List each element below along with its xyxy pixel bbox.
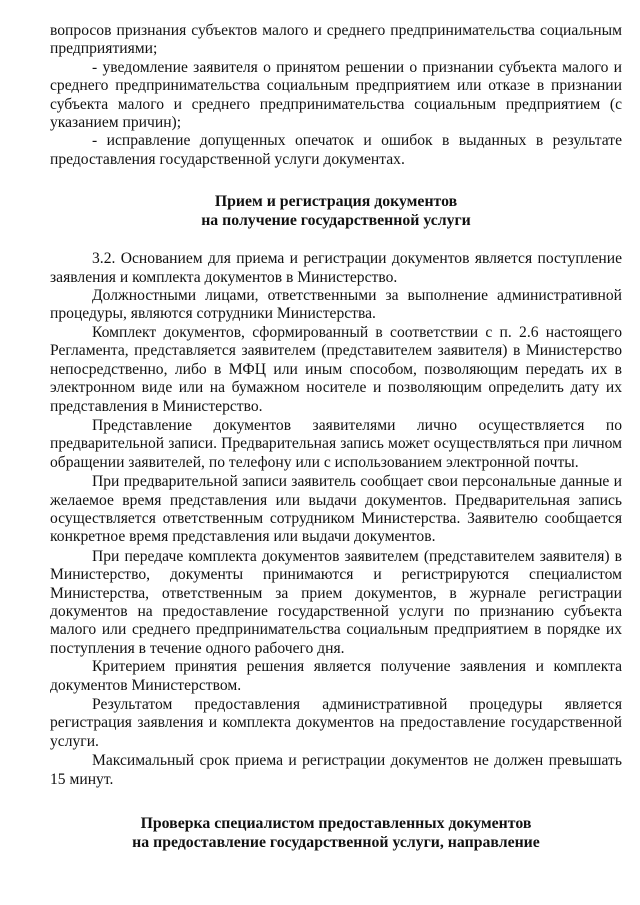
paragraph: Критерием принятия решения является получение заявления и комплекта документов Министерством.: [50, 658, 622, 694]
paragraph-continuation: вопросов признания субъектов малого и среднего предпринимательства социальным предприятиями;: [50, 22, 622, 58]
paragraph: 3.2. Основанием для приема и регистрации документов является поступление заявления и комплекта документов в Министерство.: [50, 250, 622, 286]
section-heading-line: Проверка специалистом предоставленных документов: [140, 815, 532, 833]
paragraph: При передаче комплекта документов заявителем (представителем заявителя) в Министерство, документы принимаются и регистрируются специалистом Министерства, ответственным за прием документов, в журнале регистрации документов на предоставление государственной услуги по признанию субъекта малого или среднего предпринимательства социальным предприятием в порядке их поступления в течение одного рабочего дня.: [50, 547, 622, 657]
document-page: [50, 22, 622, 852]
section-heading-line: на получение государственной услуги: [201, 212, 471, 230]
paragraph: При предварительной записи заявитель сообщает свои персональные данные и желаемое время представления или выдачи документов. Предварительная запись осуществляется ответственным сотрудником Министерства. Заявителю сообщается конкретное время представления или выдачи документов.: [50, 473, 622, 546]
section-heading-line: Прием и регистрация документов: [214, 193, 458, 211]
paragraph: Максимальный срок приема и регистрации документов не должен превышать 15 минут.: [50, 752, 622, 788]
paragraph: Комплект документов, сформированный в соответствии с п. 2.6 настоящего Регламента, представляется заявителем (представителем заявителя) в Министерство непосредственно, либо в МФЦ или иным способом, позволяющим передать их в электронном виде или на бумажном носителе и позволяющим определить дату их представления в Министерство.: [50, 323, 622, 415]
paragraph: Должностными лицами, ответственными за выполнение административной процедуры, являются сотрудники Министерства.: [50, 287, 622, 323]
paragraph-list-item: - уведомление заявителя о принятом решении о признании субъекта малого и среднего предпринимательства социальным предприятием или отказе в признании субъекта малого и среднего предпринимательства социальным предприятием (с указанием причин);: [50, 58, 622, 132]
section-heading-line: на предоставление государственной услуги, направление: [132, 834, 540, 852]
section-heading: [50, 192, 622, 230]
paragraph: Результатом предоставления административной процедуры является регистрация заявления и комплекта документов на предоставление государственной услуги.: [50, 696, 622, 750]
section-heading: [50, 814, 622, 852]
paragraph: Представление документов заявителями лично осуществляется по предварительной записи. Предварительная запись может осуществляться при личном обращении заявителей, по телефону или с использованием электронной почты.: [50, 416, 622, 471]
paragraph-list-item: - исправление допущенных опечаток и ошибок в выданных в результате предоставления государственной услуги документах.: [50, 132, 622, 168]
